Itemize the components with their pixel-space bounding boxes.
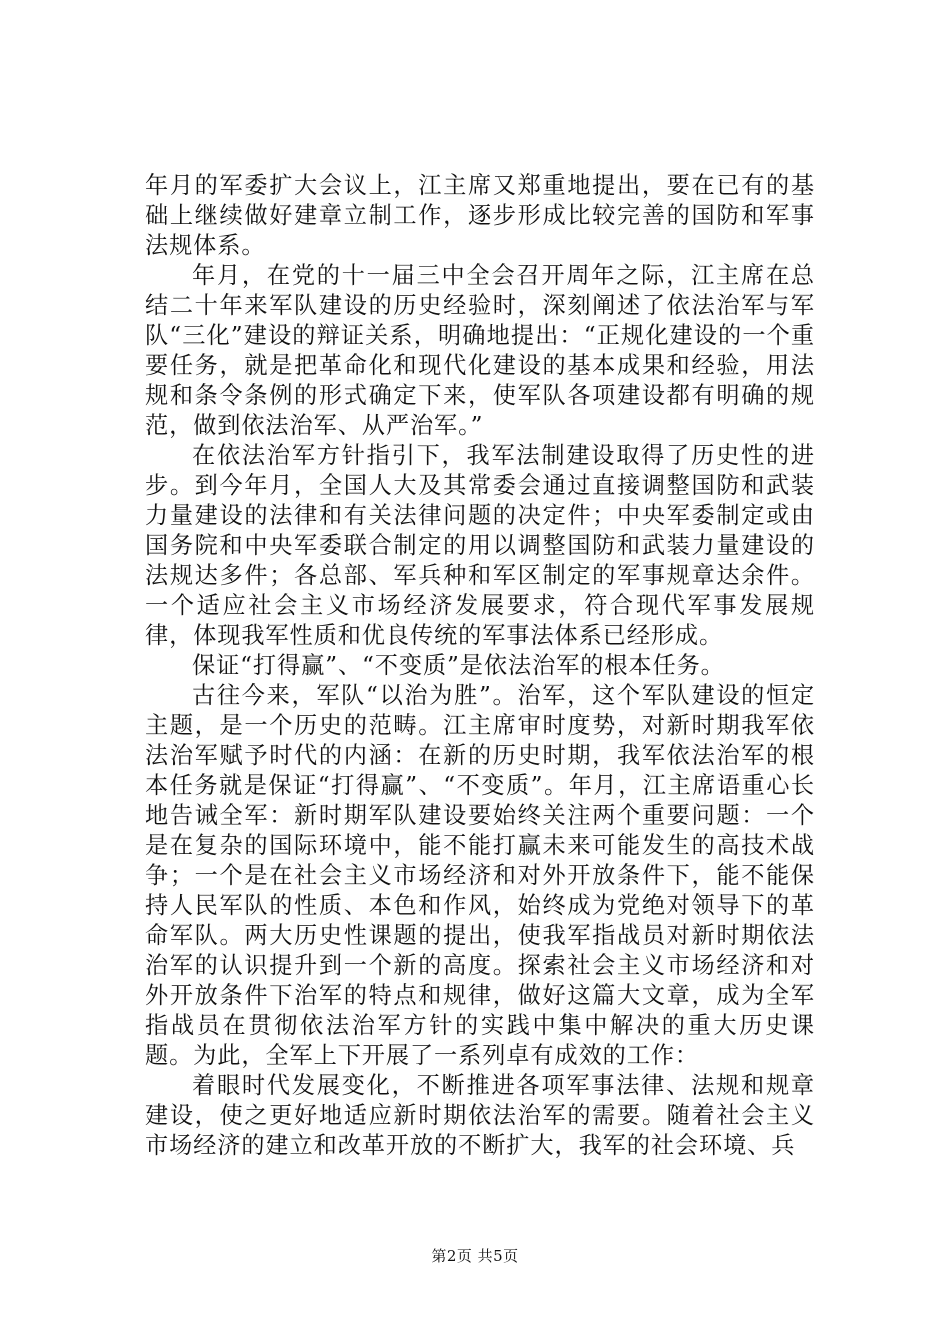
paragraph: 年月的军委扩大会议上，江主席又郑重地提出，要在已有的基础上继续做好建章立制工作，逐步形成比较完善的国防和军事法规体系。 xyxy=(145,172,815,259)
page-number: 第2页 共5页 xyxy=(431,1247,519,1265)
page-footer xyxy=(0,1246,950,1266)
paragraph: 着眼时代发展变化，不断推进各项军事法律、法规和规章建设，使之更好地适应新时期依法治军的需要。随着社会主义市场经济的建立和改革开放的不断扩大，我军的社会环境、兵 xyxy=(145,1072,815,1159)
paragraph: 在依法治军方针指引下，我军法制建设取得了历史性的进步。到今年月，全国人大及其常委会通过直接调整国防和武装力量建设的法律和有关法律问题的决定件；中央军委制定或由国务院和中央军委联合制定的用以调整国防和武装力量建设的法规达多件；各总部、军兵种和军区制定的军事规章达余件。一个适应社会主义市场经济发展要求，符合现代军事发展规律，体现我军性质和优良传统的军事法体系已经形成。 xyxy=(145,442,815,649)
document-body xyxy=(145,171,815,1161)
paragraph: 年月，在党的十一届三中全会召开周年之际，江主席在总结二十年来军队建设的历史经验时，深刻阐述了依法治军与军队“三化”建设的辩证关系，明确地提出：“正规化建设的一个重要任务，就是把革命化和现代化建设的基本成果和经验，用法规和条令条例的形式确定下来，使军队各项建设都有明确的规范，做到依法治军、从严治军。” xyxy=(145,262,815,439)
paragraph: 保证“打得赢”、“不变质”是依法治军的根本任务。 xyxy=(192,652,725,679)
paragraph: 古往今来，军队“以治为胜”。治军，这个军队建设的恒定主题，是一个历史的范畴。江主席审时度势，对新时期我军依法治军赋予时代的内涵：在新的历史时期，我军依法治军的根本任务就是保证“打得赢”、“不变质”。年月，江主席语重心长地告诫全军：新时期军队建设要始终关注两个重要问题：一个是在复杂的国际环境中，能不能打赢未来可能发生的高技术战争；一个是在社会主义市场经济和对外开放条件下，能不能保持人民军队的性质、本色和作风，始终成为党绝对领导下的革命军队。两大历史性课题的提出，使我军指战员对新时期依法治军的认识提升到一个新的高度。探索社会主义市场经济和对外开放条件下治军的特点和规律，做好这篇大文章，成为全军指战员在贯彻依法治军方针的实践中集中解决的重大历史课题。为此，全军上下开展了一系列卓有成效的工作： xyxy=(145,682,815,1069)
